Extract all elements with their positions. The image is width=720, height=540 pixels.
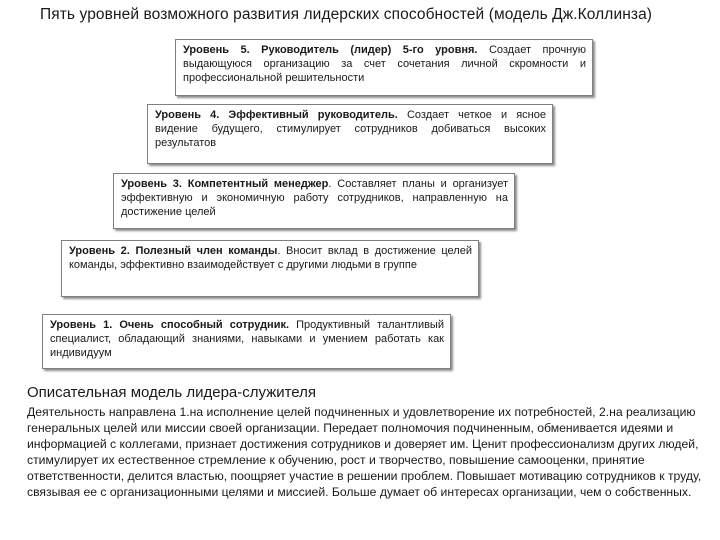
servant-model-description: Деятельность направлена 1.на исполнение целей подчиненных и удовлетворение их потребностей, 2.на реализацию генеральных целей или миссии своей организации. Передает полномочия подчиненным, обменивается идеями и информацией с коллегами, признает достижения сотрудников и доверяет им. Ценит профессионализм других людей, стимулирует их естественное стремление к обучению, рост и творчество, повышение самооценки, принятие ответственности, делится властью, поощряет участие в решении проблем. Повышает мотивацию сотрудников к труду, связывая ее с организационными целями и миссией. Больше думает об интересах организации, чем о собственных.	[27, 405, 702, 499]
level-2-heading: Уровень 2. Полезный член команды	[69, 245, 278, 257]
level-2-box	[61, 240, 479, 297]
level-3-description: . Составляет планы и организует эффективную и экономичную работу сотрудников, направленную на достижение целей	[121, 178, 508, 218]
level-1-description: Продуктивный талантливый специалист, обладающий знаниями, навыками и умением работать как индивидуум	[50, 319, 444, 359]
level-5-description: Создает прочную выдающуюся организацию за счет сочетания личной скромности и профессиональной решительности	[183, 44, 586, 84]
level-4-box	[147, 104, 553, 164]
level-3-heading: Уровень 3. Компетентный менеджер	[121, 178, 329, 190]
level-4-description: Создает четкое и ясное видение будущего, стимулирует сотрудников добиваться высоких результатов	[155, 109, 546, 149]
level-1-heading: Уровень 1. Очень способный сотрудник.	[50, 319, 290, 331]
servant-model-heading: Описательная модель лидера-служителя	[27, 384, 317, 401]
level-5-heading: Уровень 5. Руководитель (лидер) 5-го уровня.	[183, 44, 478, 56]
level-3-box	[113, 173, 515, 229]
page-title: Пять уровней возможного развития лидерских способностей (модель Дж.Коллинза)	[40, 6, 653, 23]
level-4-heading: Уровень 4. Эффективный руководитель.	[155, 109, 398, 121]
level-2-description: . Вносит вклад в достижение целей команды, эффективно взаимодействует с другими людьми в группе	[69, 245, 472, 271]
level-5-box	[175, 39, 593, 96]
level-1-box	[42, 314, 451, 369]
